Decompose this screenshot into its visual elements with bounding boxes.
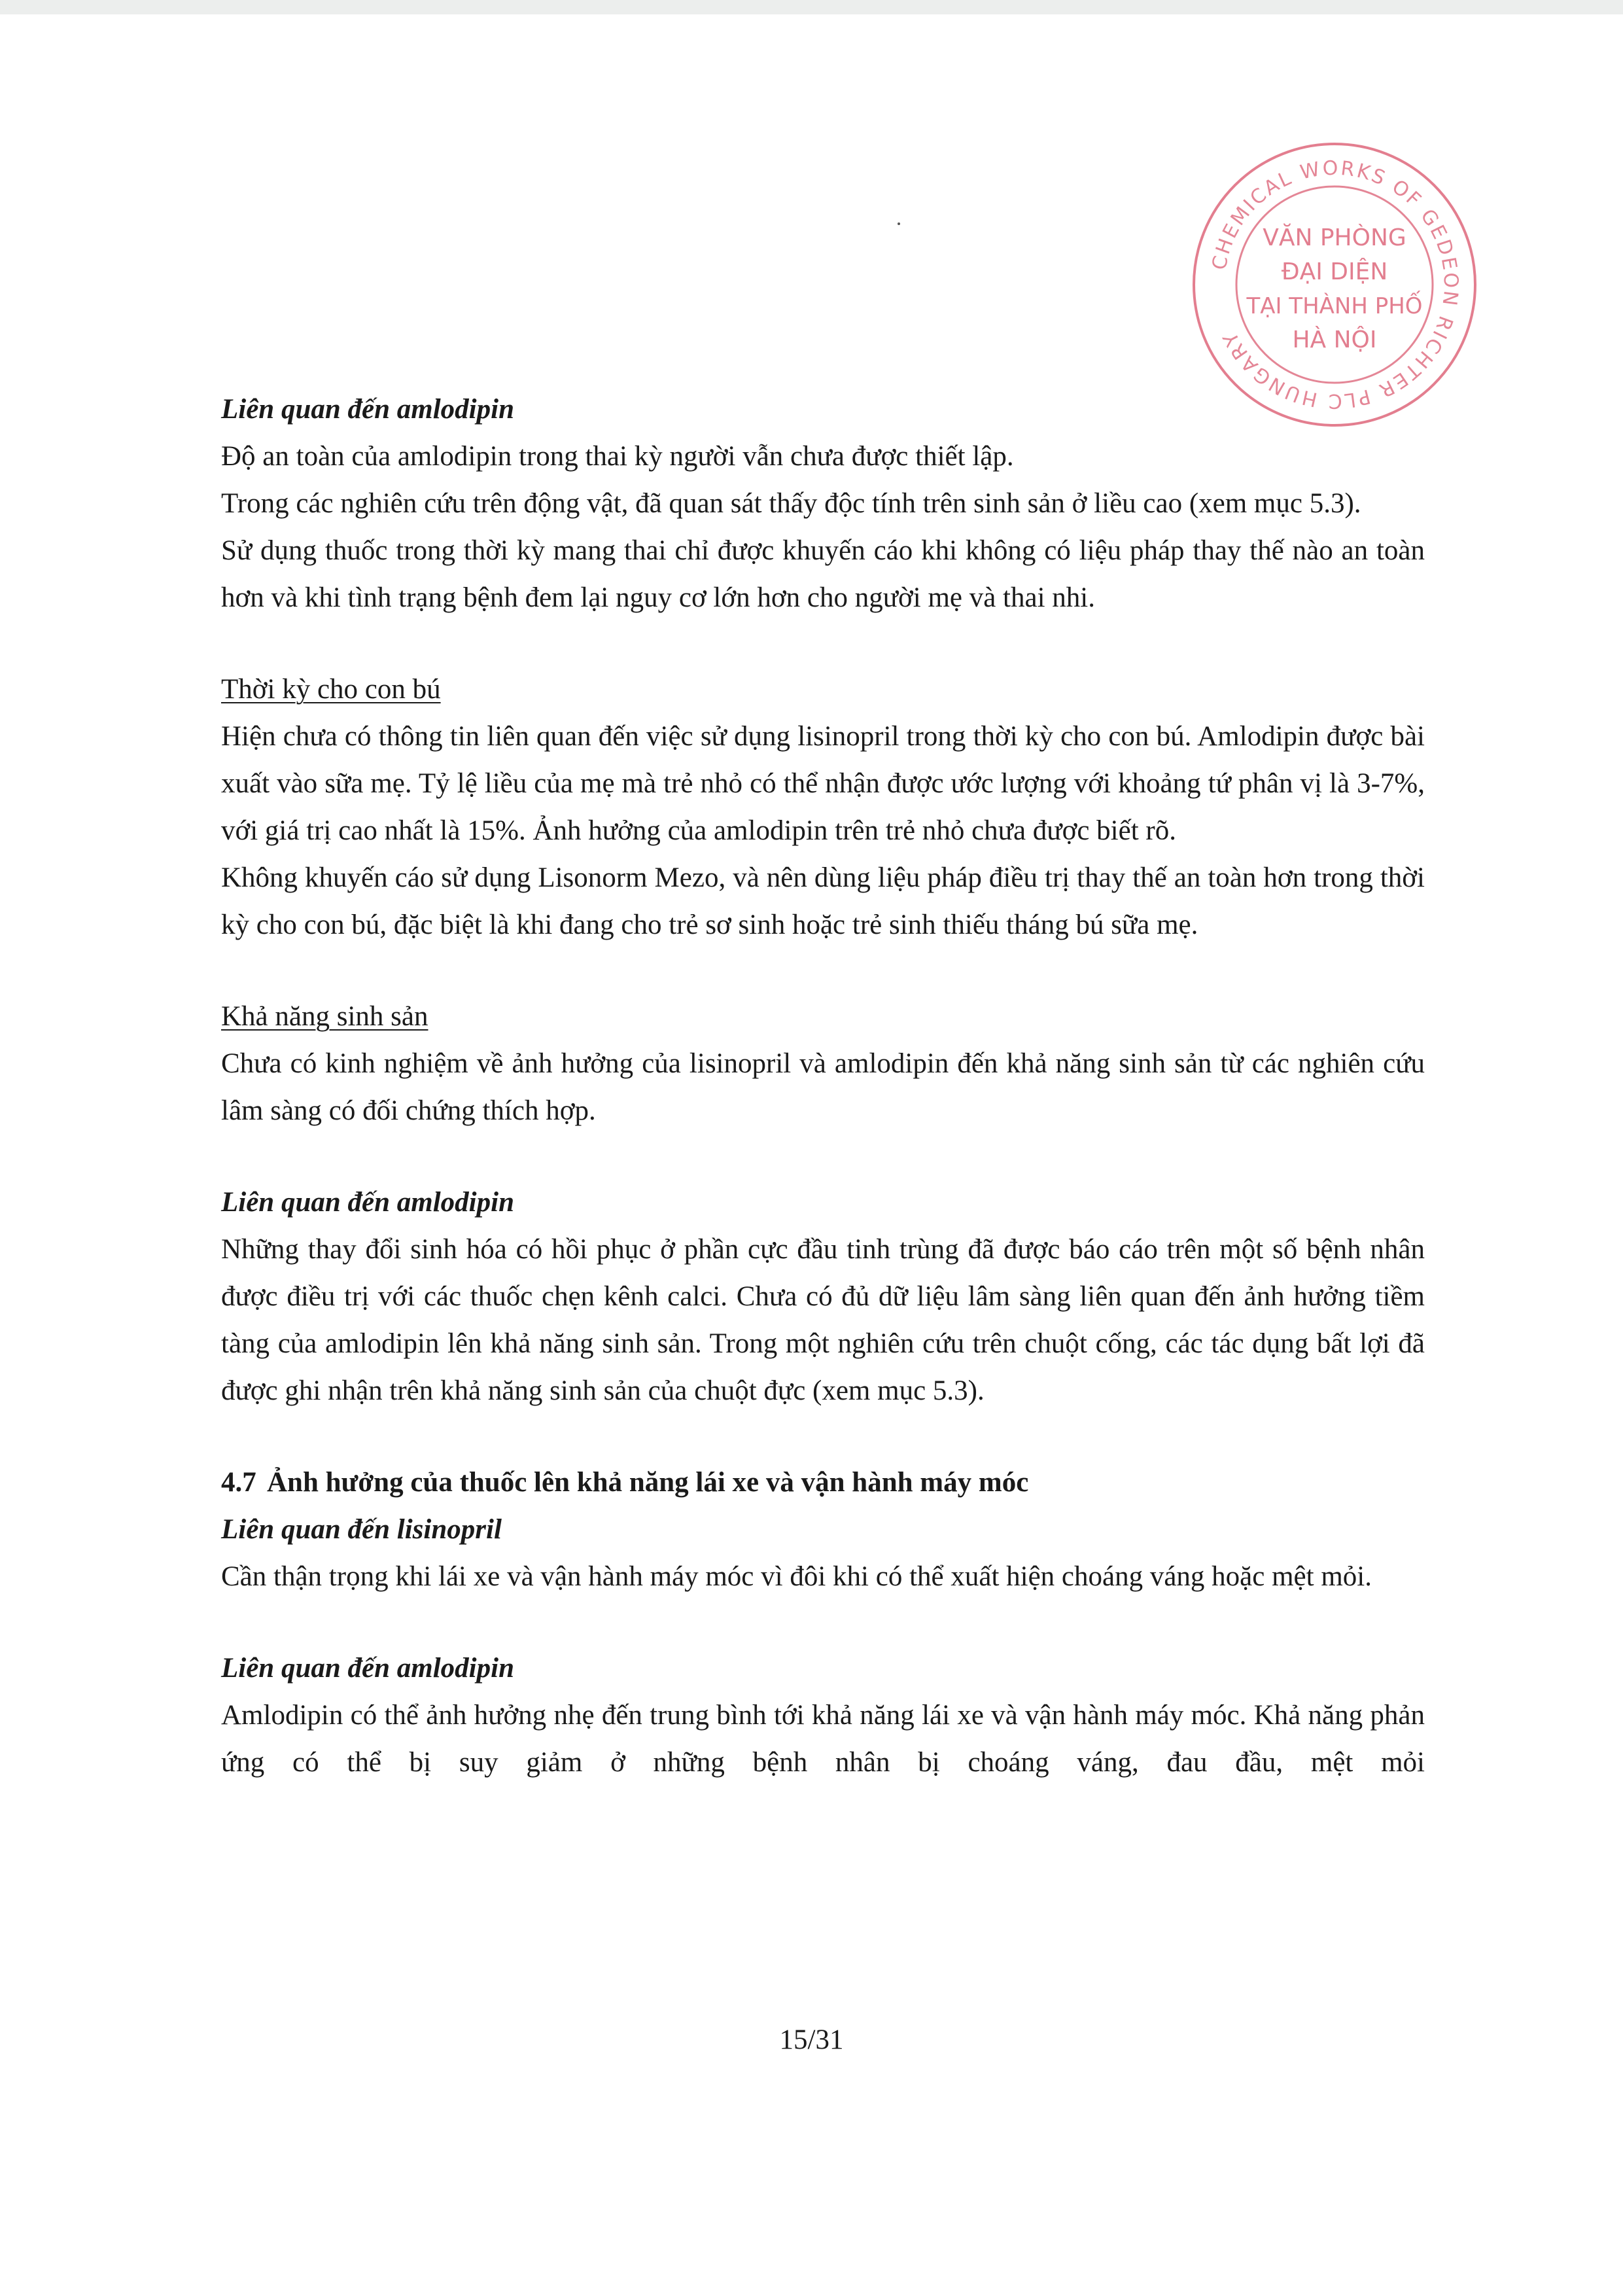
amlodipin-fertility-heading: Liên quan đến amlodipin	[221, 1187, 514, 1218]
stamp-ring-text: CHEMICAL WORKS OF GEDEON RICHTER PLC HUNGARY	[1208, 156, 1463, 413]
scan-top-edge	[0, 0, 1623, 14]
stamp-line-3: TẠI THÀNH PHỐ	[1246, 293, 1423, 319]
lisinopril-driving-heading: Liên quan đến lisinopril	[221, 1514, 502, 1545]
amlodipin-fertility-para1: Những thay đổi sinh hóa có hồi phục ở phần cực đầu tinh trùng đã được báo cáo trên một số bệnh nhân được điều trị với các thuốc chẹn kênh calci. Chưa có đủ dữ liệu lâm sàng liên quan đến ảnh hưởng tiềm tàng của amlodipin lên khả năng sinh sản. Trong một nghiên cứu trên chuột cống, các tác dụng bất lợi đã được ghi nhận trên khả năng sinh sản của chuột đực (xem mục 5.3).	[221, 1234, 1425, 1406]
section-4-7-heading	[221, 1459, 1425, 1506]
amlodipin-pregnancy-para2: Trong các nghiên cứu trên động vật, đã quan sát thấy độc tính trên sinh sản ở liều cao (xem mục 5.3).	[221, 488, 1361, 519]
lisinopril-driving-para: Cần thận trọng khi lái xe và vận hành máy móc vì đôi khi có thể xuất hiện choáng váng hoặc mệt mỏi.	[221, 1561, 1372, 1592]
amlodipin-driving-para: Amlodipin có thể ảnh hưởng nhẹ đến trung bình tới khả năng lái xe và vận hành máy móc. Khả năng phản ứng có thể bị suy giảm ở những bệnh nhân bị choáng váng, đau đầu, mệt mỏi	[221, 1700, 1425, 1778]
amlodipin-pregnancy-line1: Độ an toàn của amlodipin trong thai kỳ người vẫn chưa được thiết lập.	[221, 441, 1014, 472]
scan-speck	[898, 222, 900, 225]
document-body	[221, 386, 1425, 1786]
amlodipin-pregnancy-heading: Liên quan đến amlodipin	[221, 394, 514, 425]
stamp-line-4: HÀ NỘI	[1292, 327, 1377, 353]
fertility-para1: Chưa có kinh nghiệm về ảnh hưởng của lisinopril và amlodipin đến khả năng sinh sản từ các nghiên cứu lâm sàng có đối chứng thích hợp.	[221, 1048, 1425, 1126]
amlodipin-driving-heading: Liên quan đến amlodipin	[221, 1653, 514, 1684]
lactation-para2: Không khuyến cáo sử dụng Lisonorm Mezo, và nên dùng liệu pháp điều trị thay thế an toàn hơn trong thời kỳ cho con bú, đặc biệt là khi đang cho trẻ sơ sinh hoặc trẻ sinh thiếu tháng bú sữa mẹ.	[221, 862, 1425, 940]
section-title: Ảnh hưởng của thuốc lên khả năng lái xe và vận hành máy móc	[267, 1467, 1029, 1498]
section-number: 4.7	[221, 1467, 256, 1498]
lactation-para1: Hiện chưa có thông tin liên quan đến việc sử dụng lisinopril trong thời kỳ cho con bú. Amlodipin được bài xuất vào sữa mẹ. Tỷ lệ liều của mẹ mà trẻ nhỏ có thể nhận được ước lượng với khoảng tứ phân vị là 3-7%, với giá trị cao nhất là 15%. Ảnh hưởng của amlodipin trên trẻ nhỏ chưa được biết rõ.	[221, 721, 1425, 846]
stamp-line-2: ĐẠI DIỆN	[1281, 258, 1388, 285]
stamp-line-1: VĂN PHÒNG	[1263, 224, 1406, 251]
page-number: 15/31	[779, 2024, 844, 2055]
fertility-heading: Khả năng sinh sản	[221, 1001, 428, 1032]
amlodipin-pregnancy-para3: Sử dụng thuốc trong thời kỳ mang thai chỉ được khuyến cáo khi không có liệu pháp thay thế nào an toàn hơn và khi tình trạng bệnh đem lại nguy cơ lớn hơn cho người mẹ và thai nhi.	[221, 535, 1425, 613]
lactation-heading: Thời kỳ cho con bú	[221, 674, 441, 705]
